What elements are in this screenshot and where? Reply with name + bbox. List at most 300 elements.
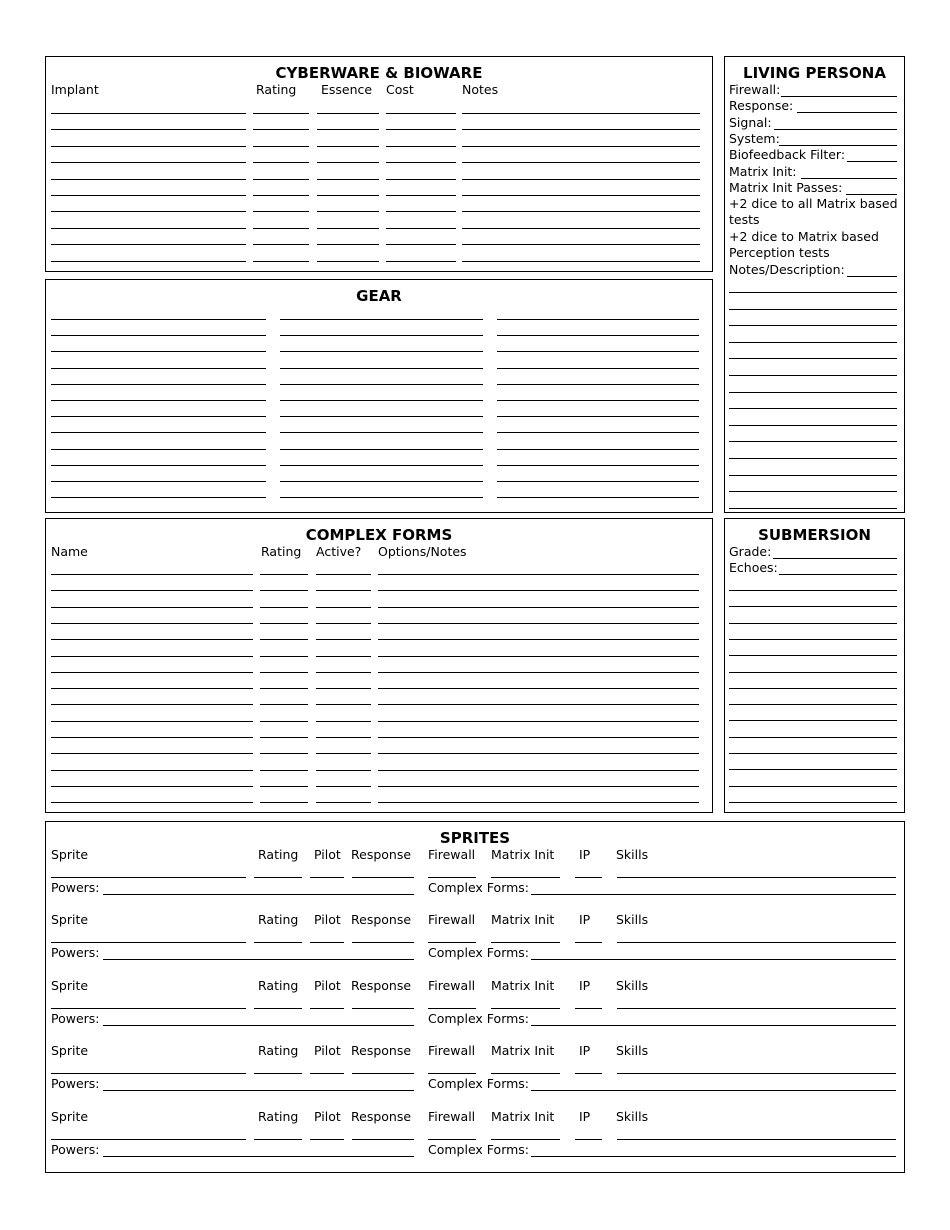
complex-form-entry-line[interactable] [260, 623, 308, 624]
complex-form-entry-line[interactable] [51, 737, 253, 738]
cyberware-entry-line[interactable] [386, 129, 456, 130]
sprite-stat-line[interactable] [491, 942, 560, 943]
gear-entry-line[interactable] [280, 368, 483, 369]
cyberware-entry-line[interactable] [253, 179, 309, 180]
persona-description-line[interactable] [847, 276, 897, 277]
gear-entry-line[interactable] [280, 351, 483, 352]
sprite-col-header: Sprite [51, 912, 89, 928]
cyberware-entry-line[interactable] [462, 129, 700, 130]
sprite-col-header: Pilot [314, 977, 341, 993]
cyberware-entry-line[interactable] [462, 228, 700, 229]
complex-form-entry-line[interactable] [316, 770, 371, 771]
cyberware-entry-line[interactable] [462, 195, 700, 196]
persona-notes-line[interactable] [729, 508, 897, 509]
cyberware-col-header: Essence [321, 82, 373, 97]
gear-entry-line[interactable] [497, 416, 699, 417]
complex-form-entry-line[interactable] [51, 672, 253, 673]
gear-title: GEAR [356, 287, 402, 305]
complex-form-entry-line[interactable] [378, 770, 699, 771]
persona-field-label: Signal: [729, 114, 772, 130]
complex-form-entry-line[interactable] [316, 753, 371, 754]
sprite-stat-line[interactable] [575, 1073, 602, 1074]
sprite-stat-line[interactable] [575, 1139, 602, 1140]
complex-form-entry-line[interactable] [51, 721, 253, 722]
submersion-notes-line[interactable] [729, 737, 897, 738]
gear-entry-line[interactable] [497, 497, 699, 498]
sprite-stat-line[interactable] [575, 942, 602, 943]
complex-form-entry-line[interactable] [260, 770, 308, 771]
complex-form-entry-line[interactable] [316, 688, 371, 689]
cyberware-entry-line[interactable] [253, 113, 309, 114]
persona-note-text: +2 dice to Matrix based [729, 228, 879, 244]
cyberware-entry-line[interactable] [51, 146, 246, 147]
submersion-notes-line[interactable] [729, 655, 897, 656]
sprite-stat-line[interactable] [428, 1139, 476, 1140]
persona-note-text: +2 dice to all Matrix based [729, 196, 898, 211]
persona-field-label: Biofeedback Filter: [729, 147, 846, 163]
sprite-col-header: Rating [258, 977, 299, 993]
complex-form-entry-line[interactable] [51, 688, 253, 689]
sprite-col-header: IP [579, 1043, 591, 1059]
gear-entry-line[interactable] [51, 335, 266, 336]
cyberware-entry-line[interactable] [386, 113, 456, 114]
complex-form-entry-line[interactable] [260, 802, 308, 803]
complex-form-entry-line[interactable] [316, 623, 371, 624]
cyberware-entry-line[interactable] [462, 244, 700, 245]
complex-form-entry-line[interactable] [51, 802, 253, 803]
complex-form-entry-line[interactable] [260, 753, 308, 754]
cyberware-entry-line[interactable] [51, 113, 246, 114]
sprite-powers-line[interactable] [103, 959, 414, 960]
sprites-title: SPRITES [439, 829, 511, 847]
persona-notes-line[interactable] [729, 342, 897, 343]
complex-form-entry-line[interactable] [378, 672, 699, 673]
complex-form-entry-line[interactable] [316, 802, 371, 803]
complex-form-entry-line[interactable] [260, 737, 308, 738]
sprite-col-header: Firewall [428, 912, 476, 928]
cyberware-title: CYBERWARE & BIOWARE [275, 64, 483, 82]
sprite-powers-line[interactable] [103, 894, 414, 895]
cyberware-col-header: Rating [256, 82, 297, 97]
sprite-col-header: Sprite [51, 847, 89, 862]
gear-entry-line[interactable] [51, 432, 266, 433]
sprite-powers-line[interactable] [103, 1156, 414, 1157]
complex-form-entry-line[interactable] [260, 656, 308, 657]
cyberware-entry-line[interactable] [253, 146, 309, 147]
persona-notes-line[interactable] [729, 491, 897, 492]
submersion-section [724, 518, 905, 813]
cyberware-entry-line[interactable] [253, 195, 309, 196]
complex-form-entry-line[interactable] [51, 753, 253, 754]
complex-form-entry-line[interactable] [378, 590, 699, 591]
sprite-col-header: Matrix Init [491, 847, 555, 862]
complex-form-entry-line[interactable] [51, 607, 253, 608]
complex-forms-title: COMPLEX FORMS [305, 526, 453, 544]
complex-form-entry-line[interactable] [378, 607, 699, 608]
complex-forms-col-header: Options/Notes [378, 544, 467, 559]
cyberware-col-header: Implant [51, 82, 99, 97]
sprite-complex-forms-line[interactable] [531, 894, 896, 895]
sprite-col-header: Skills [616, 912, 649, 928]
persona-field-line[interactable] [797, 112, 897, 113]
persona-notes-line[interactable] [729, 375, 897, 376]
sprite-col-header: Skills [616, 1043, 649, 1059]
cyberware-entry-line[interactable] [253, 228, 309, 229]
sprite-stat-line[interactable] [254, 877, 302, 878]
persona-field-line[interactable] [781, 96, 897, 97]
sprite-col-header: Rating [258, 847, 299, 862]
cyberware-entry-line[interactable] [51, 261, 246, 262]
complex-form-entry-line[interactable] [260, 607, 308, 608]
cyberware-entry-line[interactable] [317, 179, 379, 180]
sprite-powers-label: Powers: [51, 1141, 100, 1157]
complex-form-entry-line[interactable] [260, 688, 308, 689]
sprite-stat-line[interactable] [254, 1073, 302, 1074]
gear-entry-line[interactable] [51, 416, 266, 417]
sprite-powers-line[interactable] [103, 1090, 414, 1091]
persona-notes-line[interactable] [729, 425, 897, 426]
cyberware-entry-line[interactable] [51, 244, 246, 245]
persona-notes-line[interactable] [729, 392, 897, 393]
cyberware-entry-line[interactable] [253, 261, 309, 262]
complex-form-entry-line[interactable] [51, 639, 253, 640]
complex-form-entry-line[interactable] [316, 656, 371, 657]
sprite-stat-line[interactable] [310, 1139, 344, 1140]
sprite-complex-forms-label: Complex Forms: [428, 1141, 530, 1157]
sprite-stat-line[interactable] [310, 1008, 344, 1009]
gear-entry-line[interactable] [280, 416, 483, 417]
gear-entry-line[interactable] [51, 497, 266, 498]
sprite-complex-forms-line[interactable] [531, 1025, 896, 1026]
sprite-powers-label: Powers: [51, 945, 100, 961]
gear-entry-line[interactable] [51, 481, 266, 482]
sprite-complex-forms-line[interactable] [531, 959, 896, 960]
sprite-stat-line[interactable] [617, 1073, 896, 1074]
cyberware-entry-line[interactable] [462, 179, 700, 180]
complex-form-entry-line[interactable] [51, 704, 253, 705]
cyberware-entry-line[interactable] [462, 113, 700, 114]
sprite-complex-forms-label: Complex Forms: [428, 1010, 530, 1026]
complex-form-entry-line[interactable] [260, 704, 308, 705]
cyberware-entry-line[interactable] [51, 162, 246, 163]
complex-form-entry-line[interactable] [260, 721, 308, 722]
persona-notes-line[interactable] [729, 309, 897, 310]
gear-entry-line[interactable] [280, 335, 483, 336]
complex-form-entry-line[interactable] [316, 704, 371, 705]
complex-form-entry-line[interactable] [378, 721, 699, 722]
cyberware-entry-line[interactable] [51, 195, 246, 196]
gear-entry-line[interactable] [497, 432, 699, 433]
sprite-col-header: Firewall [428, 1043, 476, 1059]
cyberware-entry-line[interactable] [253, 129, 309, 130]
submersion-echoes-label: Echoes: [729, 560, 778, 575]
sprite-col-header: Matrix Init [491, 977, 555, 993]
complex-form-entry-line[interactable] [378, 802, 699, 803]
cyberware-entry-line[interactable] [317, 146, 379, 147]
persona-notes-line[interactable] [729, 458, 897, 459]
sprite-stat-line[interactable] [51, 1008, 246, 1009]
persona-note-text: Perception tests [729, 244, 830, 260]
persona-notes-line[interactable] [729, 325, 897, 326]
cyberware-section [45, 56, 713, 272]
cyberware-entry-line[interactable] [317, 228, 379, 229]
sprite-stat-line[interactable] [617, 877, 896, 878]
cyberware-entry-line[interactable] [51, 129, 246, 130]
complex-forms-col-header: Rating [261, 544, 302, 559]
sprite-stat-line[interactable] [51, 1073, 246, 1074]
sprite-stat-line[interactable] [428, 1008, 476, 1009]
cyberware-entry-line[interactable] [462, 211, 700, 212]
submersion-echoes-line[interactable] [779, 574, 897, 575]
gear-entry-line[interactable] [497, 351, 699, 352]
cyberware-entry-line[interactable] [51, 179, 246, 180]
gear-entry-line[interactable] [280, 432, 483, 433]
sprite-stat-line[interactable] [310, 877, 344, 878]
persona-notes-line[interactable] [729, 475, 897, 476]
submersion-notes-line[interactable] [729, 590, 897, 591]
gear-entry-line[interactable] [497, 368, 699, 369]
gear-entry-line[interactable] [51, 449, 266, 450]
gear-entry-line[interactable] [497, 481, 699, 482]
sprite-stat-line[interactable] [254, 942, 302, 943]
sprite-stat-line[interactable] [310, 942, 344, 943]
sprite-col-header: Pilot [314, 847, 341, 862]
persona-field-line[interactable] [774, 129, 897, 130]
submersion-title: SUBMERSION [758, 526, 871, 544]
complex-form-entry-line[interactable] [51, 656, 253, 657]
complex-form-entry-line[interactable] [378, 623, 699, 624]
submersion-grade-label: Grade: [729, 544, 772, 559]
sprite-col-header: Rating [258, 912, 299, 928]
gear-entry-line[interactable] [497, 400, 699, 401]
sprite-stat-line[interactable] [617, 1139, 896, 1140]
sprite-stat-line[interactable] [491, 877, 560, 878]
cyberware-entry-line[interactable] [386, 179, 456, 180]
gear-entry-line[interactable] [280, 384, 483, 385]
sprite-stat-line[interactable] [428, 877, 476, 878]
complex-forms-col-header: Active? [316, 544, 362, 559]
sprite-powers-line[interactable] [103, 1025, 414, 1026]
sprite-stat-line[interactable] [352, 1008, 414, 1009]
complex-form-entry-line[interactable] [260, 672, 308, 673]
cyberware-entry-line[interactable] [317, 244, 379, 245]
submersion-notes-line[interactable] [729, 606, 897, 607]
complex-form-entry-line[interactable] [378, 656, 699, 657]
persona-field-line[interactable] [847, 161, 897, 162]
cyberware-entry-line[interactable] [386, 146, 456, 147]
complex-forms-section [45, 518, 713, 813]
gear-entry-line[interactable] [497, 335, 699, 336]
sprite-stat-line[interactable] [491, 1073, 560, 1074]
complex-form-entry-line[interactable] [316, 607, 371, 608]
gear-entry-line[interactable] [51, 400, 266, 401]
complex-form-entry-line[interactable] [378, 704, 699, 705]
complex-form-entry-line[interactable] [316, 590, 371, 591]
submersion-notes-line[interactable] [729, 704, 897, 705]
submersion-notes-line[interactable] [729, 639, 897, 640]
sprite-stat-line[interactable] [254, 1139, 302, 1140]
complex-form-entry-line[interactable] [51, 574, 253, 575]
sprite-stat-line[interactable] [352, 1139, 414, 1140]
sprite-stat-line[interactable] [491, 1139, 560, 1140]
complex-form-entry-line[interactable] [378, 574, 699, 575]
sprite-col-header: Matrix Init [491, 1043, 555, 1059]
sprite-stat-line[interactable] [575, 877, 602, 878]
complex-form-entry-line[interactable] [260, 639, 308, 640]
cyberware-col-header: Cost [386, 82, 414, 97]
gear-entry-line[interactable] [280, 449, 483, 450]
gear-entry-line[interactable] [280, 400, 483, 401]
sprite-col-header: Skills [616, 847, 649, 862]
living-persona-section [724, 56, 905, 513]
complex-form-entry-line[interactable] [51, 590, 253, 591]
persona-notes-line[interactable] [729, 441, 897, 442]
cyberware-entry-line[interactable] [253, 244, 309, 245]
cyberware-entry-line[interactable] [386, 195, 456, 196]
gear-entry-line[interactable] [51, 351, 266, 352]
persona-description-label: Notes/Description: [729, 262, 845, 277]
gear-entry-line[interactable] [51, 465, 266, 466]
submersion-notes-line[interactable] [729, 802, 897, 803]
sprite-col-header: IP [579, 977, 591, 993]
gear-entry-line[interactable] [280, 319, 483, 320]
gear-entry-line[interactable] [497, 319, 699, 320]
persona-notes-line[interactable] [729, 292, 897, 293]
cyberware-entry-line[interactable] [386, 211, 456, 212]
complex-form-entry-line[interactable] [51, 786, 253, 787]
sprite-stat-line[interactable] [428, 1073, 476, 1074]
cyberware-entry-line[interactable] [386, 162, 456, 163]
sprite-col-header: Response [351, 1043, 412, 1059]
submersion-notes-line[interactable] [729, 786, 897, 787]
cyberware-entry-line[interactable] [462, 261, 700, 262]
cyberware-entry-line[interactable] [386, 244, 456, 245]
cyberware-entry-line[interactable] [386, 228, 456, 229]
complex-form-entry-line[interactable] [260, 574, 308, 575]
submersion-notes-line[interactable] [729, 672, 897, 673]
sprite-stat-line[interactable] [491, 1008, 560, 1009]
sprite-complex-forms-line[interactable] [531, 1156, 896, 1157]
gear-entry-line[interactable] [497, 465, 699, 466]
sprite-stat-line[interactable] [428, 942, 476, 943]
complex-forms-col-header: Name [51, 544, 88, 559]
sprite-col-header: Matrix Init [491, 1108, 555, 1124]
sprite-col-header: Rating [258, 1108, 299, 1124]
submersion-notes-line[interactable] [729, 688, 897, 689]
sprite-stat-line[interactable] [254, 1008, 302, 1009]
sprite-col-header: Sprite [51, 977, 89, 993]
complex-form-entry-line[interactable] [316, 721, 371, 722]
gear-entry-line[interactable] [497, 384, 699, 385]
cyberware-entry-line[interactable] [386, 261, 456, 262]
cyberware-entry-line[interactable] [317, 129, 379, 130]
complex-form-entry-line[interactable] [51, 623, 253, 624]
cyberware-entry-line[interactable] [462, 162, 700, 163]
persona-notes-line[interactable] [729, 408, 897, 409]
complex-form-entry-line[interactable] [316, 639, 371, 640]
gear-entry-line[interactable] [280, 481, 483, 482]
persona-field-line[interactable] [779, 145, 897, 146]
sprite-col-header: Firewall [428, 977, 476, 993]
gear-entry-line[interactable] [51, 319, 266, 320]
complex-form-entry-line[interactable] [316, 786, 371, 787]
gear-entry-line[interactable] [51, 368, 266, 369]
cyberware-entry-line[interactable] [317, 113, 379, 114]
sprite-complex-forms-line[interactable] [531, 1090, 896, 1091]
submersion-notes-line[interactable] [729, 769, 897, 770]
cyberware-entry-line[interactable] [51, 211, 246, 212]
cyberware-entry-line[interactable] [253, 162, 309, 163]
sprite-stat-line[interactable] [575, 1008, 602, 1009]
sprite-col-header: IP [579, 912, 591, 928]
persona-field-line[interactable] [846, 194, 897, 195]
sprite-col-header: IP [579, 1108, 591, 1124]
complex-form-entry-line[interactable] [316, 672, 371, 673]
complex-form-entry-line[interactable] [260, 786, 308, 787]
gear-entry-line[interactable] [51, 384, 266, 385]
sprite-stat-line[interactable] [51, 942, 246, 943]
submersion-notes-line[interactable] [729, 753, 897, 754]
persona-field-label: Response: [729, 98, 794, 114]
sprite-stat-line[interactable] [617, 1008, 896, 1009]
sprite-stat-line[interactable] [352, 1073, 414, 1074]
cyberware-entry-line[interactable] [51, 228, 246, 229]
sprite-stat-line[interactable] [352, 942, 414, 943]
sprite-col-header: Response [351, 977, 412, 993]
submersion-notes-line[interactable] [729, 720, 897, 721]
sprite-powers-label: Powers: [51, 1010, 100, 1026]
complex-form-entry-line[interactable] [378, 639, 699, 640]
sprite-complex-forms-label: Complex Forms: [428, 945, 530, 961]
cyberware-entry-line[interactable] [253, 211, 309, 212]
gear-entry-line[interactable] [280, 497, 483, 498]
gear-entry-line[interactable] [497, 449, 699, 450]
complex-form-entry-line[interactable] [316, 574, 371, 575]
cyberware-entry-line[interactable] [317, 261, 379, 262]
persona-field-label: Firewall: [729, 82, 781, 97]
sprite-col-header: Firewall [428, 847, 476, 862]
persona-field-label: System: [729, 130, 780, 146]
complex-form-entry-line[interactable] [51, 770, 253, 771]
complex-form-entry-line[interactable] [378, 688, 699, 689]
persona-field-label: Matrix Init: [729, 163, 797, 179]
complex-form-entry-line[interactable] [378, 786, 699, 787]
persona-notes-line[interactable] [729, 358, 897, 359]
cyberware-entry-line[interactable] [317, 162, 379, 163]
cyberware-entry-line[interactable] [317, 211, 379, 212]
sprite-powers-label: Powers: [51, 880, 100, 895]
complex-form-entry-line[interactable] [260, 590, 308, 591]
sprite-col-header: Rating [258, 1043, 299, 1059]
sprite-stat-line[interactable] [617, 942, 896, 943]
cyberware-entry-line[interactable] [317, 195, 379, 196]
submersion-notes-line[interactable] [729, 623, 897, 624]
sprite-complex-forms-label: Complex Forms: [428, 880, 530, 895]
complex-form-entry-line[interactable] [378, 737, 699, 738]
sprite-stat-line[interactable] [352, 877, 414, 878]
gear-entry-line[interactable] [280, 465, 483, 466]
complex-form-entry-line[interactable] [378, 753, 699, 754]
submersion-grade-line[interactable] [773, 558, 897, 559]
sprite-col-header: Pilot [314, 1043, 341, 1059]
sprite-stat-line[interactable] [51, 877, 246, 878]
sprite-stat-line[interactable] [310, 1073, 344, 1074]
persona-field-line[interactable] [801, 178, 897, 179]
living-persona-title: LIVING PERSONA [743, 64, 886, 82]
sprite-stat-line[interactable] [51, 1139, 246, 1140]
complex-form-entry-line[interactable] [316, 737, 371, 738]
cyberware-entry-line[interactable] [462, 146, 700, 147]
